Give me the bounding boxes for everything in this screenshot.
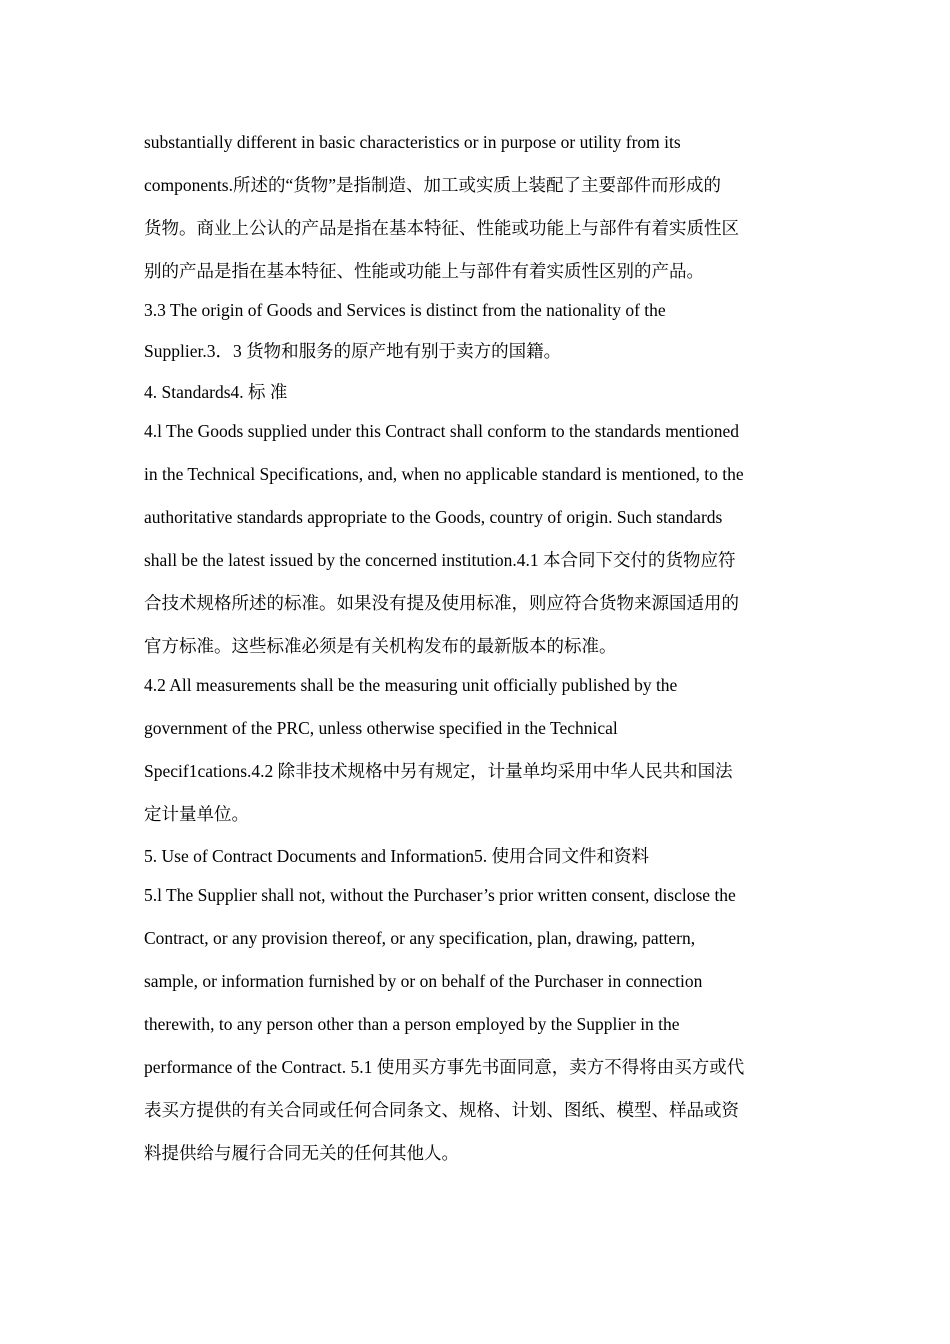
section-heading-contract-documents xyxy=(144,836,814,876)
text-line: 货物。商业上公认的产品是指在基本特征、性能或功能上与部件有着实质性区 xyxy=(144,218,739,238)
paragraph-4-1 xyxy=(144,410,814,668)
text-line: in the Technical Specifications, and, when no applicable standard is mentioned, to the xyxy=(144,464,744,484)
text-line: performance of the Contract. 5.1 使用买方事先书面同意，卖方不得将由买方或代 xyxy=(144,1057,745,1077)
text-line: 别的产品是指在基本特征、性能或功能上与部件有着实质性区别的产品。 xyxy=(144,261,704,281)
text-line: Supplier.3．3 货物和服务的原产地有别于卖方的国籍。 xyxy=(144,341,562,361)
paragraph-4-2 xyxy=(144,664,814,836)
paragraph-3-3 xyxy=(144,290,814,372)
paragraph-5-1 xyxy=(144,874,814,1175)
text-line: 定计量单位。 xyxy=(144,804,249,824)
document-body xyxy=(144,121,814,1175)
text-line: components.所述的“货物”是指制造、加工或实质上装配了主要部件而形成的 xyxy=(144,175,721,195)
text-line: government of the PRC, unless otherwise specified in the Technical xyxy=(144,718,618,738)
text-line: 4.2 All measurements shall be the measuring unit officially published by the xyxy=(144,675,678,695)
text-line: therewith, to any person other than a person employed by the Supplier in the xyxy=(144,1014,680,1034)
text-line: 合技术规格所述的标准。如果没有提及使用标准，则应符合货物来源国适用的 xyxy=(144,593,739,613)
text-line: 官方标准。这些标准必须是有关机构发布的最新版本的标准。 xyxy=(144,636,617,656)
text-line: 表买方提供的有关合同或任何合同条文、规格、计划、图纸、模型、样品或资 xyxy=(144,1100,739,1120)
heading-text: 4. Standards4. 标 准 xyxy=(144,382,288,402)
text-line: 5.l The Supplier shall not, without the Purchaser’s prior written consent, disclose the xyxy=(144,885,736,905)
text-line: sample, or information furnished by or on behalf of the Purchaser in connection xyxy=(144,971,703,991)
text-line: substantially different in basic characteristics or in purpose or utility from its xyxy=(144,132,681,152)
text-line: 料提供给与履行合同无关的任何其他人。 xyxy=(144,1143,459,1163)
text-line: 3.3 The origin of Goods and Services is distinct from the nationality of the xyxy=(144,300,666,320)
text-line: shall be the latest issued by the concerned institution.4.1 本合同下交付的货物应符 xyxy=(144,550,736,570)
text-line: authoritative standards appropriate to the Goods, country of origin. Such standards xyxy=(144,507,723,527)
text-line: Contract, or any provision thereof, or any specification, plan, drawing, pattern, xyxy=(144,928,696,948)
paragraph-goods-definition xyxy=(144,121,814,293)
text-line: Specif1cations.4.2 除非技术规格中另有规定，计量单均采用中华人民共和国法 xyxy=(144,761,733,781)
section-heading-standards xyxy=(144,372,814,412)
heading-text: 5. Use of Contract Documents and Information5. 使用合同文件和资料 xyxy=(144,846,649,866)
text-line: 4.l The Goods supplied under this Contract shall conform to the standards mentioned xyxy=(144,421,740,441)
